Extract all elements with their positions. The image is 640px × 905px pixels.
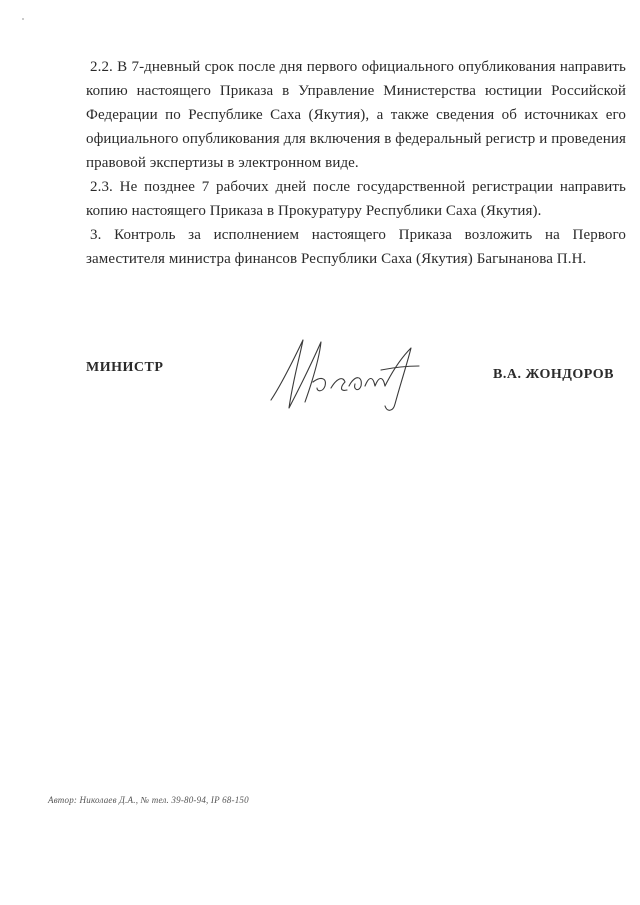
- author-footer: Автор: Николаев Д.А., № тел. 39-80-94, IP 68-150: [48, 795, 249, 805]
- document-body: [86, 55, 626, 271]
- paragraph-2-2: 2.2. В 7-дневный срок после дня первого официального опубликования направить копию настоящего Приказа в Управление Министерства юстиции Российской Федерации по Республике Саха (Якутия), а также сведения об источниках его официального опубликования для включения в федеральный регистр и проведения правовой экспертизы в электронном виде.: [86, 59, 626, 171]
- paragraph-2-3: 2.3. Не позднее 7 рабочих дней после государственной регистрации направить копию настоящего Приказа в Прокуратуру Республики Саха (Якутия).: [86, 179, 626, 219]
- signatory-name: В.А. ЖОНДОРОВ: [493, 367, 614, 382]
- signatory-title: МИНИСТР: [86, 360, 164, 375]
- scan-speck: [22, 18, 24, 20]
- handwritten-signature: [261, 330, 431, 420]
- signature-block: [86, 330, 626, 420]
- paragraph-3: 3. Контроль за исполнением настоящего Приказа возложить на Первого заместителя министра финансов Республики Саха (Якутия) Багынанова П.Н.: [86, 227, 626, 267]
